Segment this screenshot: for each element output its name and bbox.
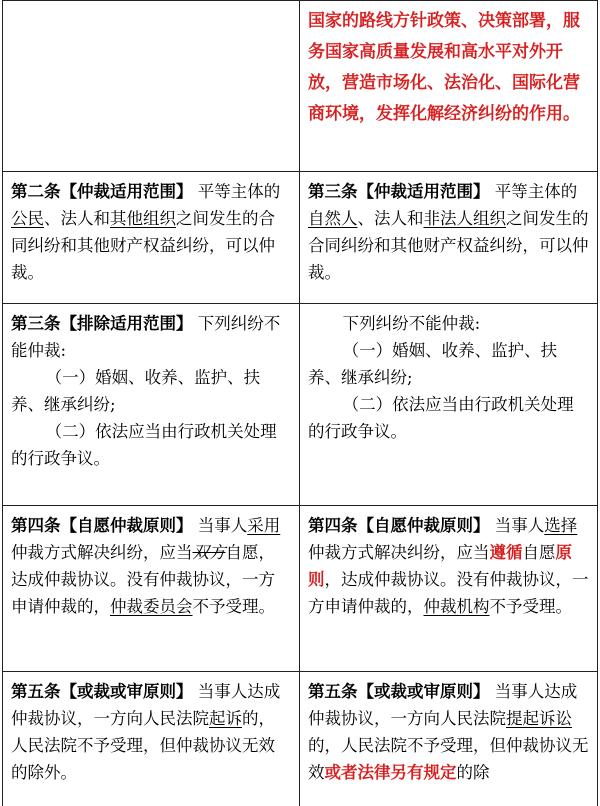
amended-term: 选择	[544, 516, 578, 535]
article-5-right-text: 第五条【或裁或审原则】 当事人达成仲裁协议，一方向人民法院提起诉讼的，人民法院不予受理，但仲裁协议无效或者法律另有规定的除	[308, 682, 589, 782]
article-heading: 第五条【或裁或审原则】	[308, 682, 490, 701]
article-4-left-text: 第四条【自愿仲裁原则】 当事人采用仲裁方式解决纠纷，应当双方自愿，达成仲裁协议。没有仲裁协议，一方申请仲裁的，仲裁委员会不予受理。	[11, 516, 281, 616]
added-term: 原则	[308, 543, 572, 589]
article-heading: 第三条【排除适用范围】	[11, 314, 193, 333]
old-law-cell	[2, 172, 300, 304]
exclusion-item-2: （二）依法应当由行政机关处理的行政争议。	[308, 395, 574, 441]
article-heading: 第三条【仲裁适用范围】	[308, 182, 490, 201]
amended-term: 自然人	[308, 209, 358, 228]
old-law-cell	[2, 0, 300, 172]
amended-term: 仲裁委员会	[110, 597, 193, 616]
amended-term: 提起诉讼	[506, 709, 572, 728]
amended-term: 仲裁机构	[423, 597, 490, 616]
article-heading: 第四条【自愿仲裁原则】	[308, 516, 490, 535]
exclusion-item-2: （二）依法应当由行政机关处理的行政争议。	[11, 422, 277, 468]
table-row-article-2	[2, 172, 598, 304]
new-law-cell	[300, 172, 598, 304]
article-1-right-text: 国家的路线方针政策、决策部署，服务国家高质量发展和高水平对外开放，营造市场化、法治化、国际化营商环境，发挥化解经济纠纷的作用。	[308, 11, 580, 124]
table-row-article-3	[2, 304, 598, 506]
old-law-cell	[2, 304, 300, 506]
amended-term: 采用	[247, 516, 281, 535]
new-law-cell	[300, 0, 598, 172]
article-5-left-text: 第五条【或裁或审原则】 当事人达成仲裁协议，一方向人民法院起诉的，人民法院不予受理，但仲裁协议无效的除外。	[11, 682, 281, 782]
table-row-article-4	[2, 506, 598, 672]
exclusion-item-1: （一）婚姻、收养、监护、扶养、继承纠纷;	[11, 368, 261, 414]
amended-term: 非法人组织	[423, 209, 506, 228]
article-4-right-text: 第四条【自愿仲裁原则】 当事人选择仲裁方式解决纠纷，应当遵循自愿原则，达成仲裁协议。没有仲裁协议，一方申请仲裁的，仲裁机构不予受理。	[308, 516, 589, 616]
added-term: 遵循	[489, 543, 523, 562]
article-2-left-text: 第二条【仲裁适用范围】 平等主体的公民、法人和其他组织之间发生的合同纠纷和其他财产权益纠纷，可以仲裁。	[11, 182, 281, 282]
article-heading: 第二条【仲裁适用范围】	[11, 182, 193, 201]
new-law-cell	[300, 304, 598, 506]
new-law-cell	[300, 506, 598, 672]
article-3-left-intro: 第三条【排除适用范围】 下列纠纷不能仲裁:	[11, 314, 281, 360]
article-2-right-text: 第三条【仲裁适用范围】 平等主体的自然人、法人和非法人组织之间发生的合同纠纷和其他财产权益纠纷，可以仲裁。	[308, 182, 589, 282]
added-term: 或者法律另有规定	[324, 763, 457, 782]
old-law-cell	[2, 506, 300, 672]
table-row-article-5	[2, 672, 598, 806]
article-3-right-intro: 下列纠纷不能仲裁:	[342, 314, 481, 333]
table-row-article-1	[2, 0, 598, 172]
article-heading: 第四条【自愿仲裁原则】	[11, 516, 193, 535]
amended-term: 公民	[11, 209, 44, 228]
amended-term: 起诉	[209, 709, 242, 728]
exclusion-item-1: （一）婚姻、收养、监护、扶养、继承纠纷;	[308, 341, 558, 387]
new-law-cell	[300, 672, 598, 806]
amended-term: 其他组织	[110, 209, 176, 228]
deleted-term: 双方	[192, 543, 226, 562]
article-heading: 第五条【或裁或审原则】	[11, 682, 193, 701]
old-law-cell	[2, 672, 300, 806]
